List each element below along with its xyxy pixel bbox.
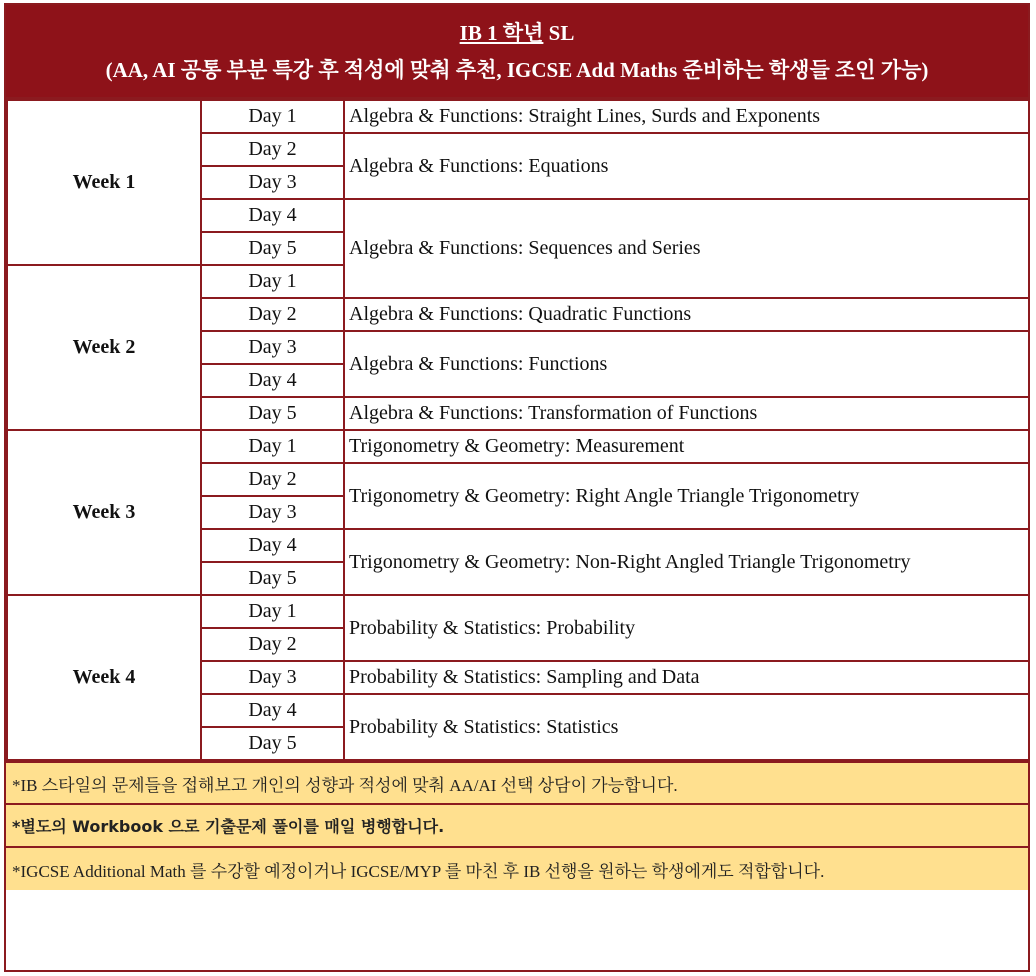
day-cell: Day 3 [201, 661, 344, 694]
topic-cell: Trigonometry & Geometry: Measurement [344, 430, 1029, 463]
week-label: Week 2 [7, 265, 201, 430]
header-title-grade: IB 1 학년 [459, 21, 544, 45]
table-row [7, 430, 1029, 463]
topic-cell: Trigonometry & Geometry: Right Angle Triangle Trigonometry [344, 463, 1029, 529]
day-cell: Day 2 [201, 463, 344, 496]
day-cell: Day 5 [201, 562, 344, 595]
topic-cell: Algebra & Functions: Quadratic Functions [344, 298, 1029, 331]
day-cell: Day 3 [201, 166, 344, 199]
header-title [6, 5, 1028, 46]
day-cell: Day 4 [201, 364, 344, 397]
day-cell: Day 2 [201, 628, 344, 661]
day-cell: Day 3 [201, 331, 344, 364]
schedule-header [6, 5, 1028, 99]
topic-cell: Algebra & Functions: Equations [344, 133, 1029, 199]
topic-cell: Probability & Statistics: Statistics [344, 694, 1029, 760]
day-cell: Day 5 [201, 727, 344, 760]
day-cell: Day 2 [201, 298, 344, 331]
topic-cell: Algebra & Functions: Transformation of Functions [344, 397, 1029, 430]
notes-section [6, 761, 1028, 890]
note-workbook: *별도의 Workbook 으로 기출문제 풀이를 매일 병행합니다. [6, 803, 1028, 846]
day-cell: Day 1 [201, 100, 344, 133]
table-row [7, 595, 1029, 628]
day-cell: Day 4 [201, 529, 344, 562]
note-igcse-suitability: *IGCSE Additional Math 를 수강할 예정이거나 IGCSE/MYP 를 마친 후 IB 선행을 원하는 학생에게도 적합합니다. [6, 846, 1028, 890]
schedule-table [6, 99, 1030, 761]
day-cell: Day 2 [201, 133, 344, 166]
week-label: Week 3 [7, 430, 201, 595]
day-cell: Day 1 [201, 430, 344, 463]
day-cell: Day 1 [201, 265, 344, 298]
week-label: Week 4 [7, 595, 201, 760]
header-subtitle: (AA, AI 공통 부분 특강 후 적성에 맞춰 추천, IGCSE Add Maths 준비하는 학생들 조인 가능) [105, 58, 929, 82]
week-label: Week 1 [7, 100, 201, 265]
topic-cell: Algebra & Functions: Straight Lines, Surds and Exponents [344, 100, 1029, 133]
schedule-document [4, 3, 1030, 972]
day-cell: Day 4 [201, 199, 344, 232]
day-cell: Day 5 [201, 397, 344, 430]
day-cell: Day 3 [201, 496, 344, 529]
topic-cell: Algebra & Functions: Sequences and Series [344, 199, 1029, 298]
topic-cell: Probability & Statistics: Probability [344, 595, 1029, 661]
topic-cell: Trigonometry & Geometry: Non-Right Angled Triangle Trigonometry [344, 529, 1029, 595]
day-cell: Day 1 [201, 595, 344, 628]
day-cell: Day 4 [201, 694, 344, 727]
topic-cell: Algebra & Functions: Functions [344, 331, 1029, 397]
topic-cell: Probability & Statistics: Sampling and Data [344, 661, 1029, 694]
header-title-level: SL [543, 21, 575, 45]
note-aa-ai-counseling: *IB 스타일의 문제들을 접해보고 개인의 성향과 적성에 맞춰 AA/AI 선택 상담이 가능합니다. [6, 761, 1028, 803]
day-cell: Day 5 [201, 232, 344, 265]
table-row [7, 100, 1029, 133]
